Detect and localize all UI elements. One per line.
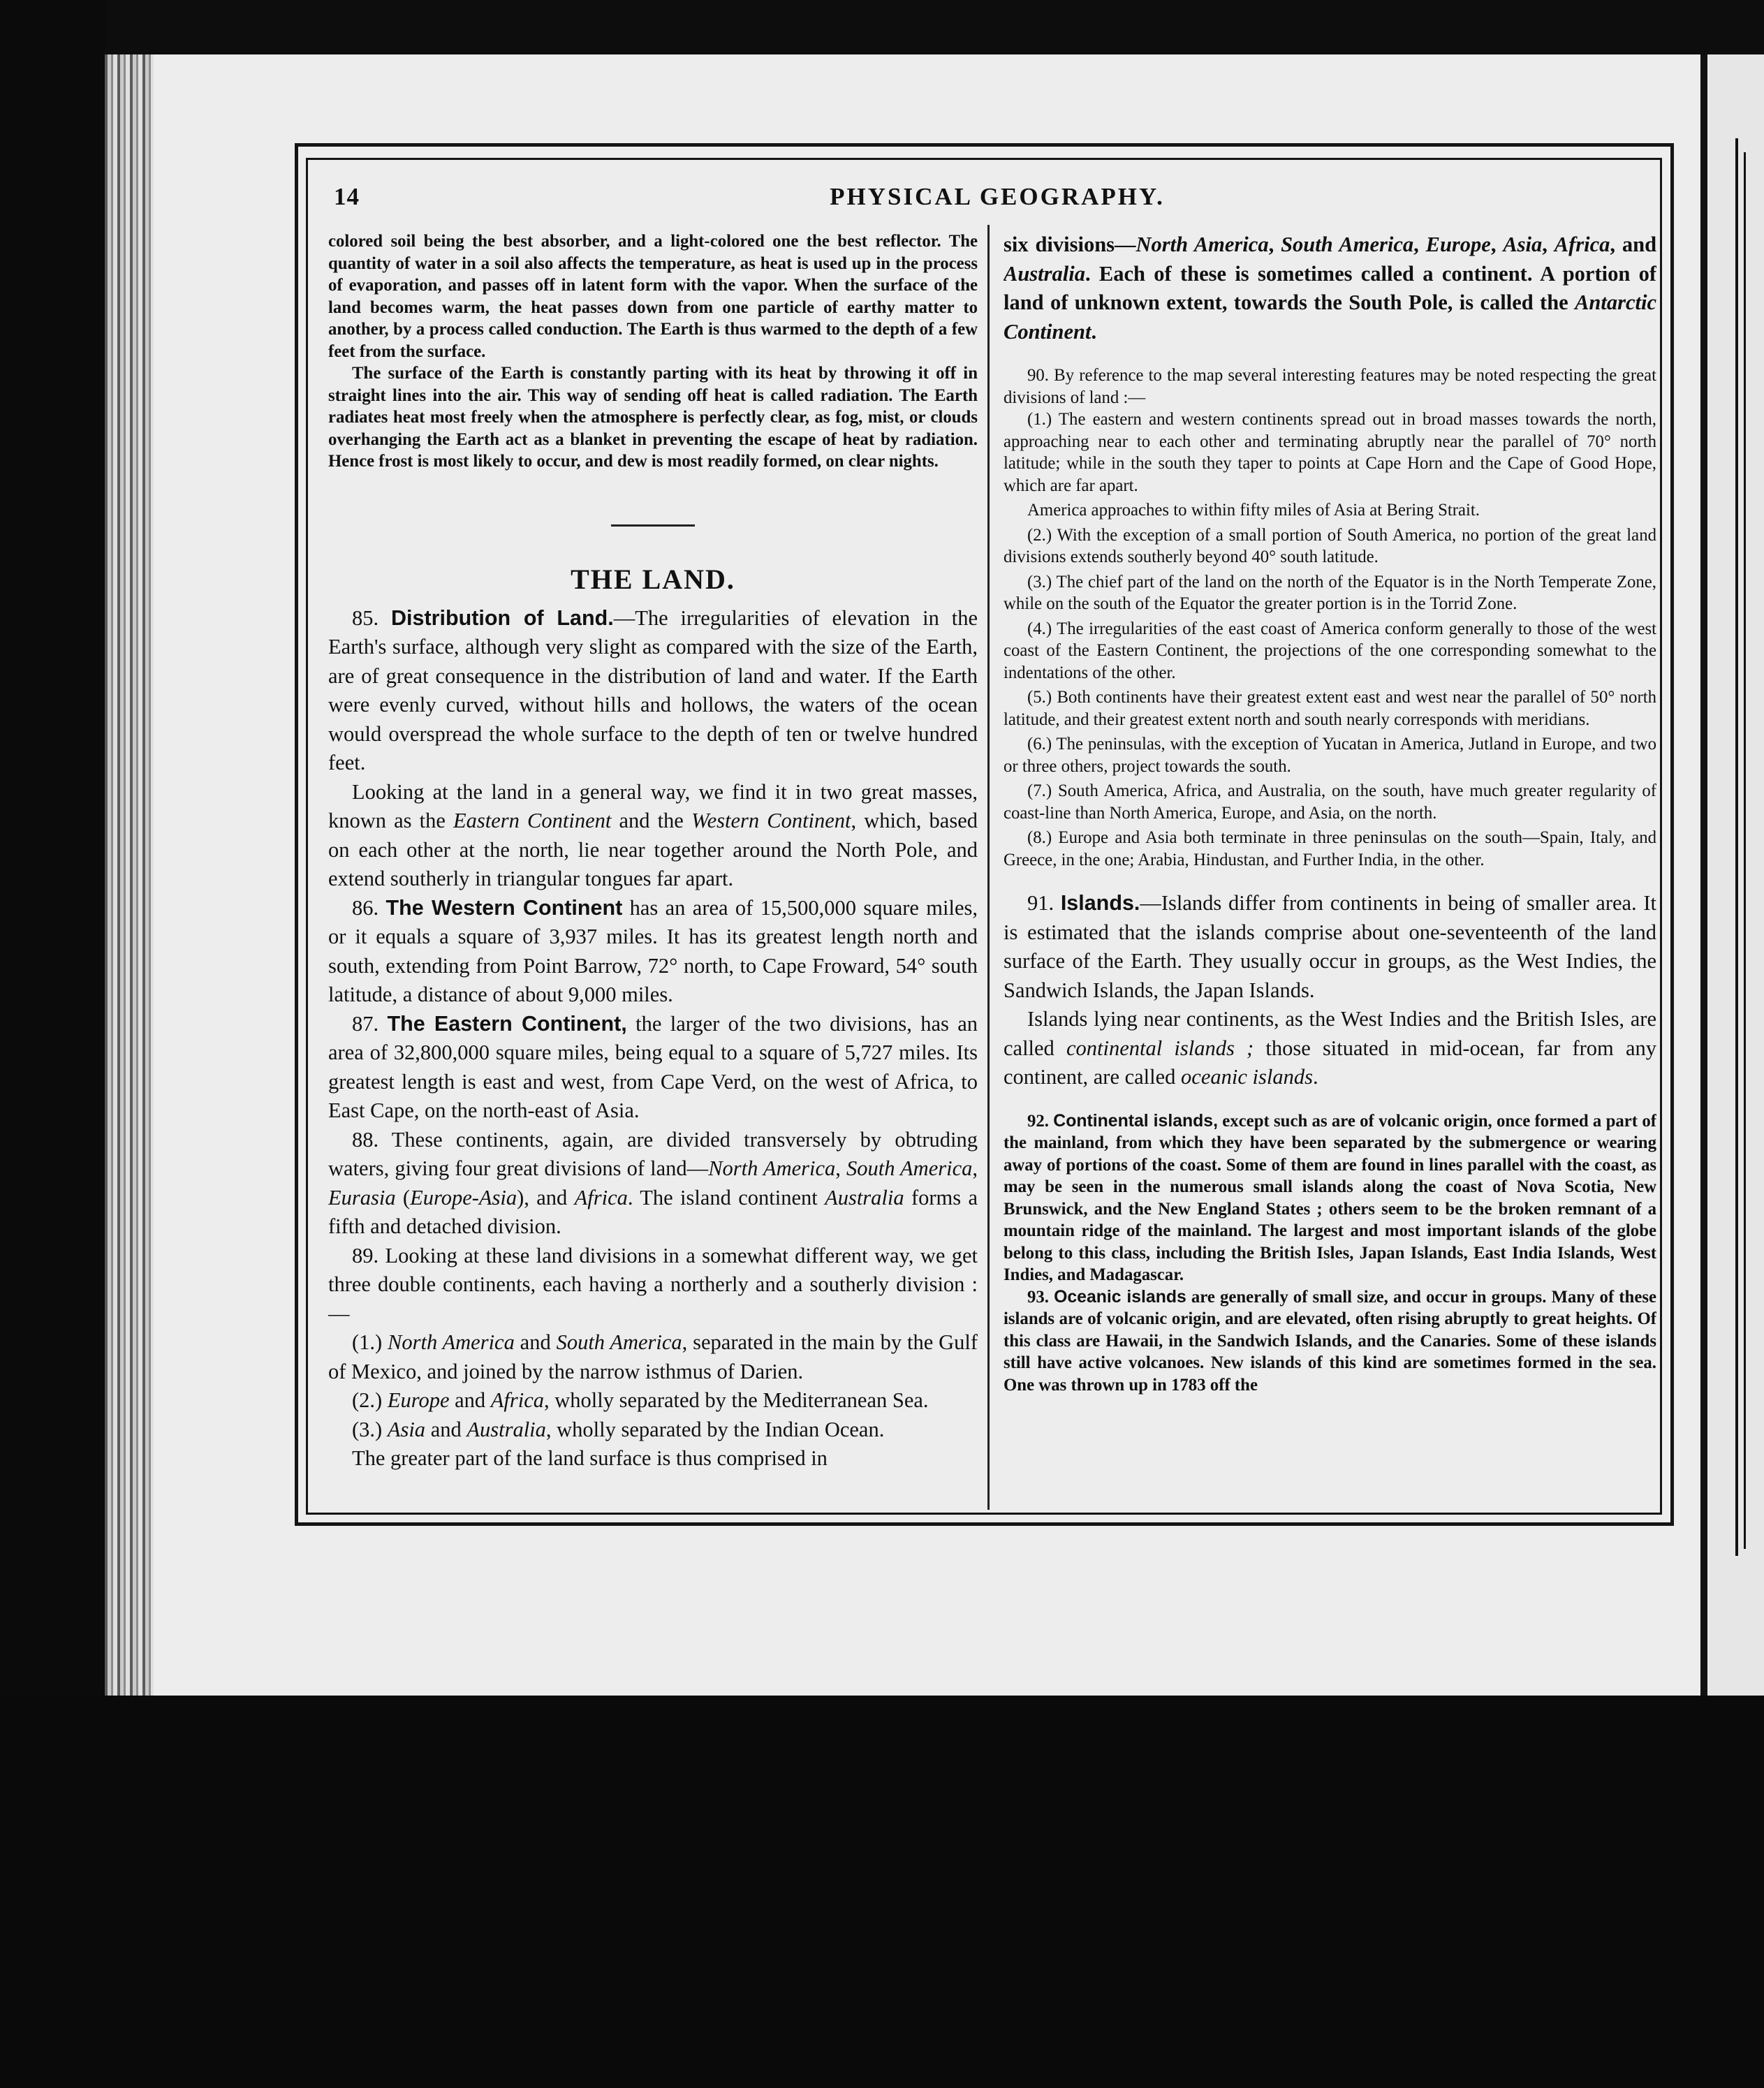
paragraph-lead: The Eastern Continent, — [387, 1011, 627, 1036]
italic-term: South America — [846, 1156, 973, 1180]
running-title: PHYSICAL GEOGRAPHY. — [830, 183, 1165, 210]
paragraph-text: except such as are of volcanic origin, once formed a part of the mainland, from which they have been separated by the submergence or wearing away of portions of the coast. Some of them are found in lines parallel with the coast, as may be seen in the numerous small islands along the coast of Nova Scotia, New Brunswick, and the New England States ; others seem to be the broken remnant of a mountain ridge of the mainland. The largest and most important islands of the globe belong to this class, including the British Isles, Japan Islands, East India Islands, West Indies, and Madagascar. — [1004, 1111, 1656, 1284]
list-item-3 — [328, 1416, 978, 1445]
page-number: 14 — [334, 183, 360, 210]
text-run: and — [425, 1417, 467, 1441]
italic-term: continental islands ; — [1066, 1036, 1254, 1060]
paragraph-lead: Oceanic islands — [1054, 1287, 1186, 1307]
paragraph-number: 92. — [1027, 1111, 1049, 1131]
italic-term: Antarctic Continent — [1004, 291, 1656, 344]
feature-1-note: America approaches to within fifty miles of Asia at Bering Strait. — [1027, 501, 1480, 520]
text-run: and — [514, 1330, 557, 1354]
paragraph-number: 85. — [352, 605, 379, 630]
feature-2: (2.) With the exception of a small portion of South America, no portion of the great land divisions extends southerly beyond 40° south latitude. — [1004, 525, 1656, 566]
text-run: . — [1312, 1065, 1318, 1089]
text-run: , — [1413, 233, 1426, 256]
text-run: Looking at the land in a general way, we find it in two great masses, known as the — [328, 779, 978, 832]
italic-term: Europe — [387, 1388, 450, 1412]
text-run: , — [1268, 233, 1281, 256]
left-column — [328, 230, 978, 1508]
text-run: forms a fifth and detached division. — [328, 1185, 978, 1238]
paragraph-text: —The irregularities of elevation in the Earth's surface, although very slight as compared with the size of the Earth, are of great consequence in the distribution of land and water. If the Earth were evenly curved, without hills and hollows, the waters of the ocean would overspread the whole surface to the depth of ten or twelve hundred feet. — [328, 605, 978, 774]
text-run: ( — [395, 1185, 411, 1210]
italic-term: Africa — [1554, 233, 1610, 256]
italic-term: North America — [708, 1156, 836, 1180]
running-header — [334, 183, 1661, 225]
feature-4: (4.) The irregularities of the east coast of America conform generally to those of the west coast of the Eastern Continent, the projections of the one corresponding somewhat to the indentations of the other. — [1004, 619, 1656, 682]
paragraph-88 — [328, 1126, 978, 1242]
section-separator — [611, 524, 695, 527]
paragraph-91 — [1004, 889, 1656, 1005]
list-item-1 — [328, 1328, 978, 1386]
text-run: and the — [611, 809, 691, 832]
italic-term: Australia — [466, 1417, 546, 1441]
feature-1: (1.) The eastern and western continents spread out in broad masses towards the north, approaching near to each other and terminating abruptly near the parallel of 70° north latitude; while in the south they taper to points at Cape Horn and the Cape of Good Hope, which are far apart. — [1004, 410, 1656, 495]
text-run: , — [1490, 233, 1504, 256]
feature-7: (7.) South America, Africa, and Australia, on the south, have much greater regularity of coast-line than North America, Europe, and Asia, on the north. — [1004, 781, 1656, 823]
scan-bottom-border — [0, 1696, 1764, 2088]
italic-term: Australia — [825, 1185, 904, 1210]
paragraph-number: 91. — [1027, 891, 1054, 915]
adjacent-page-rule — [1735, 138, 1738, 1556]
paragraph-86 — [328, 894, 978, 1010]
paragraph-lead: The Western Continent — [385, 895, 623, 920]
italic-term: Africa — [574, 1185, 628, 1210]
text-run: . — [1091, 319, 1097, 344]
paragraph-90: 90. By reference to the map several interesting features may be noted respecting the great divisions of land :— — [1004, 366, 1656, 407]
text-run: and — [449, 1388, 491, 1412]
adjacent-page-paper — [1707, 54, 1764, 1696]
text-run: , — [835, 1156, 847, 1180]
text-run: . The island continent — [627, 1185, 825, 1210]
paragraph-text: are generally of small size, and occur in groups. Many of these islands are of volcanic origin, and are elevated, often rising abruptly to great heights. Of this class are Hawaii, in the Sandwich Islands, and the Canaries. Some of these islands still have active volcanoes. New islands of this kind are sometimes formed in the sea. One was thrown up in 1783 off the — [1004, 1287, 1656, 1395]
italic-term: Asia — [1503, 233, 1543, 256]
page-gutter-shadow — [105, 54, 154, 1696]
paragraph-text: the larger of the two divisions, has an area of 32,800,000 square miles, being equal to a square of 5,727 miles. Its greatest length is east and west, from Cape Verd, on the west of Africa, to East Cape, on the north-east of Asia. — [328, 1011, 978, 1122]
adjacent-page-edge — [1700, 54, 1764, 1696]
paragraph-soil-heat: colored soil being the best absorber, and a light-colored one the best reflector. The quantity of water in a soil also affects the temperature, as heat is used up in the process of evaporation, and passes off in latent form with the vapor. When the surface of the land becomes warm, the heat passes down from one particle of earthy matter to another, by a process called conduction. The Earth is thus warmed to the depth of a few feet from the surface. — [328, 232, 978, 361]
text-run: , — [1542, 233, 1554, 256]
paragraph-text: has an area of 15,500,000 square miles, or it equals a square of 3,937 miles. It has its greatest length north and south, extending from Point Barrow, 72° north, to Cape Froward, 54° south latitude, a distance of about 9,000 miles. — [328, 895, 978, 1006]
paragraph-text: —Islands differ from continents in being of smaller area. It is estimated that the islands comprise about one-seventeenth of the land surface of the Earth. They usually occur in groups, as the West Indies, the Sandwich Islands, the Japan Islands. — [1004, 891, 1656, 1002]
italic-term: Asia — [387, 1417, 426, 1441]
paragraph-lead: Islands. — [1060, 891, 1140, 915]
text-run: . Each of these is sometimes called a continent. A portion of land of unknown extent, towards the South Pole, is called the — [1004, 261, 1656, 314]
adjacent-page-rule-inner — [1744, 152, 1746, 1549]
paragraph-91-continued — [1004, 1005, 1656, 1092]
list-number: (1.) — [352, 1330, 388, 1354]
paragraph-number: 87. — [352, 1011, 379, 1036]
paragraph-number: 86. — [352, 895, 379, 920]
right-column — [1004, 230, 1656, 1508]
italic-term: Western Continent — [691, 809, 851, 832]
italic-term: North America — [1135, 233, 1269, 256]
paragraph-87 — [328, 1010, 978, 1126]
paragraph-six-divisions — [1004, 230, 1656, 346]
text-run: , separated in the main by the Gulf of Mexico, and joined by the narrow isthmus of Darien. — [328, 1330, 978, 1383]
text-run: , which, based on each other at the north, lie near together around the North Pole, and extend southerly in triangular tongues far apart. — [328, 809, 978, 890]
italic-term: South America — [1281, 233, 1414, 256]
list-item-2 — [328, 1386, 978, 1416]
column-divider — [987, 225, 990, 1510]
section-title: THE LAND. — [571, 563, 735, 595]
paragraph-92 — [1004, 1110, 1656, 1286]
paragraph-continues: The greater part of the land surface is thus comprised in — [352, 1446, 828, 1470]
paragraph-lead: Distribution of Land. — [391, 605, 614, 630]
text-run: 88. These continents, again, are divided transversely by obtruding waters, giving four great divisions of land— — [328, 1127, 978, 1180]
paragraph-93 — [1004, 1286, 1656, 1397]
paragraph-lead: Continental islands, — [1053, 1111, 1218, 1131]
paragraph-89: 89. Looking at these land divisions in a somewhat different way, we get three double continents, each having a northerly and a southerly division :— — [328, 1243, 978, 1325]
italic-term: South America — [556, 1330, 682, 1354]
list-number: (3.) — [352, 1417, 388, 1441]
list-number: (2.) — [352, 1388, 388, 1412]
paragraph-85 — [328, 604, 978, 778]
paragraph-number: 93. — [1027, 1287, 1049, 1307]
text-run: , — [972, 1156, 978, 1180]
italic-term: Eurasia — [328, 1185, 396, 1210]
feature-5: (5.) Both continents have their greatest extent east and west near the parallel of 50° north latitude, and their greatest extent north and south nearly corresponds with meridians. — [1004, 688, 1656, 729]
paragraph-radiation: The surface of the Earth is constantly parting with its heat by throwing it off in straight lines into the air. This way of sending off heat is called radiation. The Earth radiates heat most freely when the atmosphere is perfectly clear, as fog, mist, or clouds overhanging the Earth act as a blanket in preventing the escape of heat by radiation. Hence frost is most likely to occur, and dew is most readily formed, on clear nights. — [328, 364, 978, 471]
feature-6: (6.) The peninsulas, with the exception of Yucatan in America, Jutland in Europe, and two or three others, project towards the south. — [1004, 735, 1656, 776]
text-run: ), and — [517, 1185, 575, 1210]
italic-term: Australia — [1004, 261, 1085, 286]
text-run: six divisions— — [1004, 233, 1136, 256]
text-run: Islands lying near continents, as the West Indies and the British Isles, are called — [1004, 1007, 1656, 1060]
text-run: , and — [1610, 233, 1656, 256]
italic-term: Europe — [1425, 233, 1491, 256]
italic-term: Africa — [490, 1388, 545, 1412]
italic-term: oceanic islands — [1181, 1065, 1313, 1089]
paragraph-85-continued — [328, 778, 978, 894]
italic-term: Europe-Asia — [410, 1185, 517, 1210]
italic-term: North America — [388, 1330, 515, 1354]
feature-8: (8.) Europe and Asia both terminate in three peninsulas on the south—Spain, Italy, and Greece, in the one; Arabia, Hindustan, and Further India, in the other. — [1004, 828, 1656, 869]
italic-term: Eastern Continent — [453, 809, 612, 832]
text-run: , wholly separated by the Mediterranean Sea. — [544, 1388, 929, 1412]
text-run: those situated in mid-ocean, far from any continent, are called — [1004, 1036, 1656, 1089]
feature-3: (3.) The chief part of the land on the north of the Equator is in the North Temperate Zone, while on the south of the Equator the greater portion is in the Torrid Zone. — [1004, 572, 1656, 613]
text-run: , wholly separated by the Indian Ocean. — [545, 1417, 885, 1441]
